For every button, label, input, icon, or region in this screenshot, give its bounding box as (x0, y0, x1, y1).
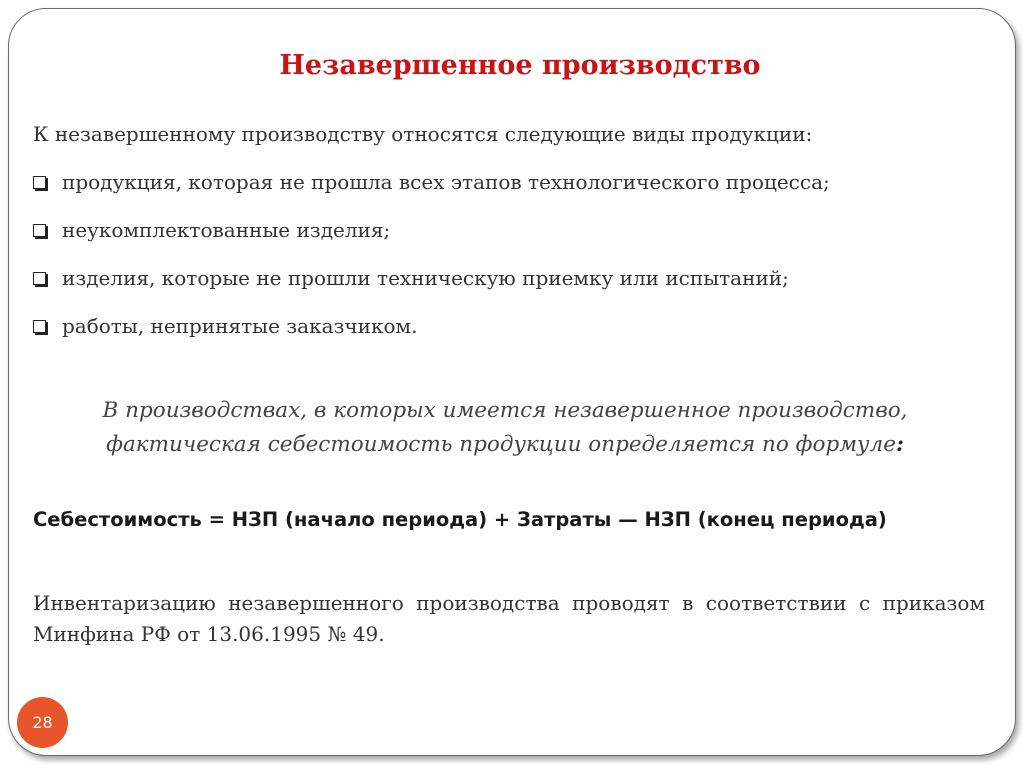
checkbox-square-icon (33, 272, 46, 285)
checkbox-square-icon (33, 224, 46, 237)
closing-paragraph: Инвентаризацию незавершенного производства проводят в соответствии с приказом Минфина РФ от 13.06.1995 № 49. (33, 591, 985, 646)
list-item (33, 266, 830, 314)
list-item-text: изделия, которые не прошли техническую приемку или испытаний; (62, 266, 789, 290)
list-item-text: неукомплектованные изделия; (62, 218, 391, 242)
formula-intro-text: фактическая себестоимость продукции определяется по формуле (106, 432, 896, 457)
list-item-text: продукция, которая не прошла всех этапов технологического процесса; (62, 170, 830, 194)
page-number-badge: 28 (17, 697, 68, 748)
formula-intro (0, 394, 1010, 462)
bullet-list (33, 170, 830, 362)
formula-intro-colon: : (895, 432, 904, 457)
cost-formula: Себестоимость = НЗП (начало периода) + Затраты — НЗП (конец периода) (33, 508, 887, 531)
slide-title: Незавершенное производство (279, 50, 761, 81)
checkbox-square-icon (33, 176, 46, 189)
checkbox-square-icon (33, 320, 46, 333)
list-item (33, 218, 830, 266)
list-item (33, 314, 830, 362)
list-item (33, 170, 830, 218)
intro-text: К незавершенному производству относятся следующие виды продукции: (33, 122, 813, 146)
list-item-text: работы, непринятые заказчиком. (62, 314, 418, 338)
formula-intro-line (0, 428, 1010, 462)
formula-intro-line: В производствах, в которых имеется незавершенное производство, (102, 398, 908, 423)
